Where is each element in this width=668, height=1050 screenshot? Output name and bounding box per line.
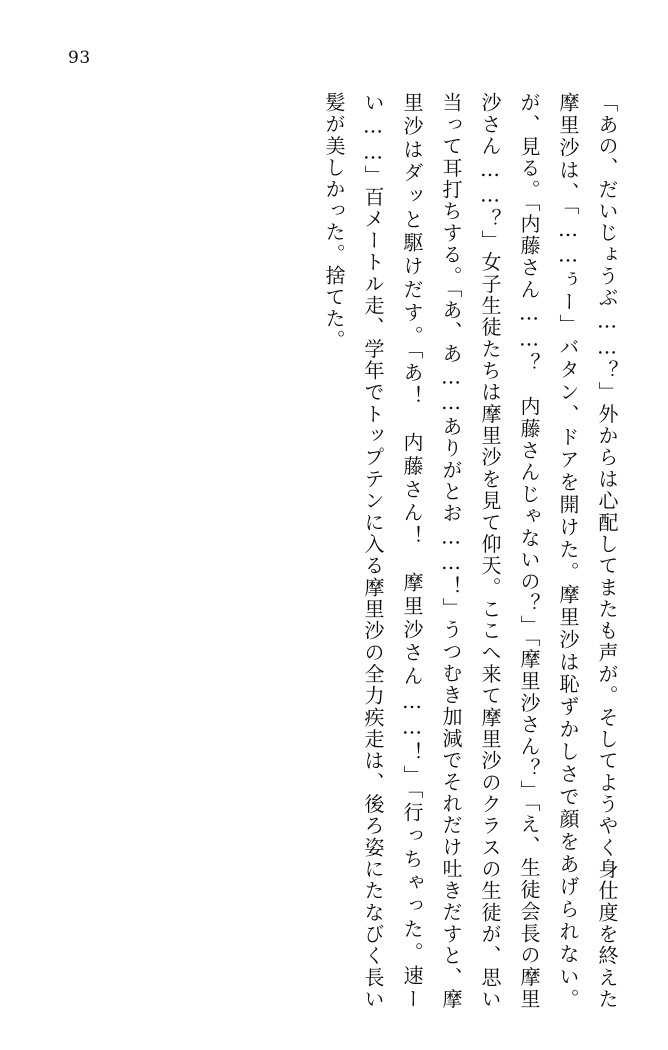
page-number: 93 [68,48,91,68]
page-text-body: 「あの、だいじょうぶ……？」外からは心配してまたも声が。そしてようやく身仕度を終えた摩里沙は、「……ぅー」バタン、ドアを開けた。摩里沙は恥ずかしさで顔をあげられない。が、見る。「内藤さん……？ 内藤さんじゃないの？」「摩里沙さん？」「え、生徒会長の摩里沙さん……？」女子生徒たちは摩里沙を見て仰天。ここへ来て摩里沙のクラスの生徒が、思い当って耳打ちする。「あ、あ……ありがとお……！」うつむき加減でそれだけ吐きだすと、摩里沙はダッと駆けだす。「あ！ 内藤さん！ 摩里沙さん……！」「行っちゃった。速ーい……」百メートル走、学年でトップテンに入る摩里沙の全力疾走は、後ろ姿にたなびく長い髪が美しかった。捨てた。 [322,92,619,1010]
